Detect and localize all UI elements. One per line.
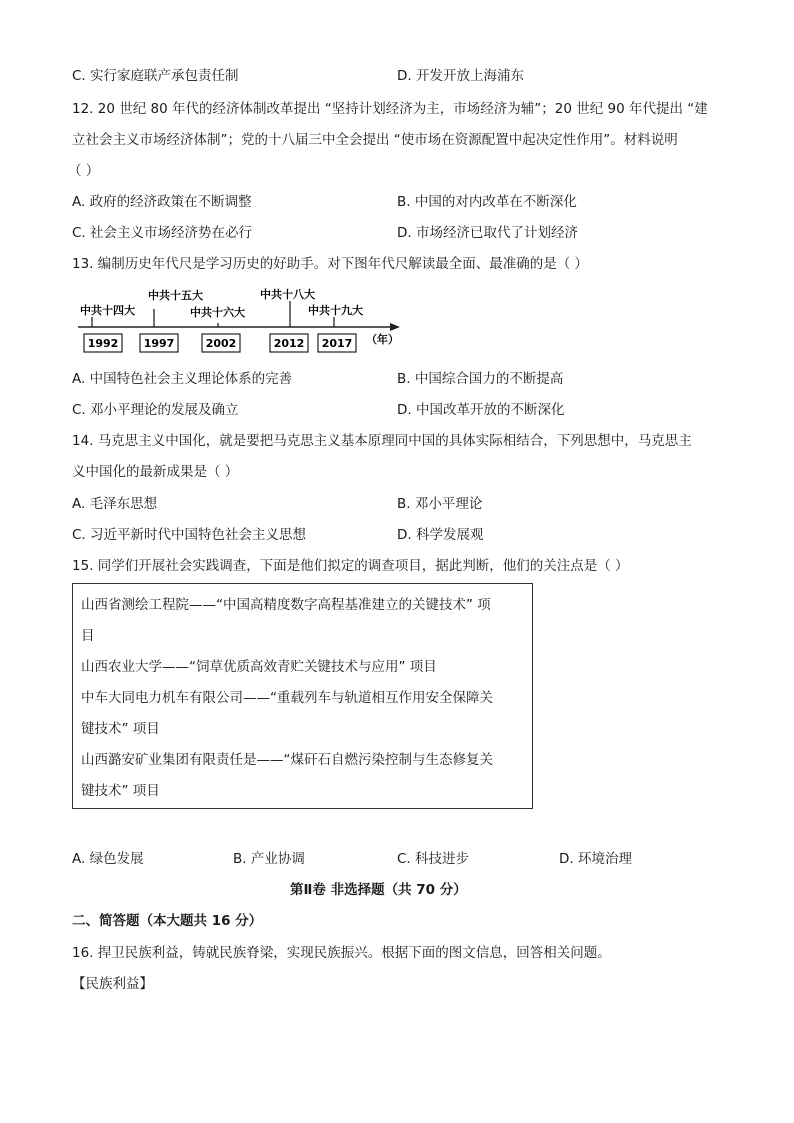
section-title: 二、简答题（本大题共 16 分） bbox=[72, 913, 263, 929]
year-1997: 1997 bbox=[143, 337, 175, 350]
q12-option-c: C. 社会主义市场经济势在必行 bbox=[72, 225, 253, 241]
q11-option-c: C. 实行家庭联产承包责任制 bbox=[72, 68, 239, 84]
q15-box-line: 键技术” 项目 bbox=[81, 721, 160, 737]
event-label-15th: 中共十五大 bbox=[148, 289, 203, 302]
q12-option-a: A. 政府的经济政策在不断调整 bbox=[72, 194, 252, 210]
timeline-unit: （年） bbox=[366, 333, 399, 346]
event-label-18th: 中共十八大 bbox=[260, 288, 315, 301]
q15-box-line: 山西潞安矿业集团有限责任是——“煤矸石自燃污染控制与生态修复关 bbox=[81, 752, 493, 768]
q13-stem: 13. 编制历史年代尺是学习历史的好助手。对下图年代尺解读最全面、最准确的是（ ） bbox=[72, 256, 589, 272]
q14-stem-line1: 14. 马克思主义中国化，就是要把马克思主义基本原理同中国的具体实际相结合，下列思想中，马克思主 bbox=[72, 433, 692, 449]
q15-box-line: 山西农业大学——“饲草优质高效青贮关键技术与应用” 项目 bbox=[81, 659, 437, 675]
q14-option-a: A. 毛泽东思想 bbox=[72, 496, 158, 512]
event-label-14th: 中共十四大 bbox=[80, 304, 135, 317]
q15-option-b: B. 产业协调 bbox=[233, 851, 305, 867]
q13-option-d: D. 中国改革开放的不断深化 bbox=[397, 402, 565, 418]
event-label-19th: 中共十九大 bbox=[308, 304, 363, 317]
q15-box-line: 目 bbox=[81, 628, 95, 644]
part2-title: 第Ⅱ卷 非选择题（共 70 分） bbox=[290, 882, 467, 898]
q14-stem-line2: 义中国化的最新成果是（ ） bbox=[72, 464, 239, 480]
q14-option-d: D. 科学发展观 bbox=[397, 527, 484, 543]
q13-option-c: C. 邓小平理论的发展及确立 bbox=[72, 402, 239, 418]
q12-stem-line2: 立社会主义市场经济体制”；党的十八届三中全会提出 “使市场在资源配置中起决定性作用”。材料说明 bbox=[72, 132, 678, 148]
q15-material-box bbox=[72, 583, 533, 809]
q15-box-line: 中车大同电力机车有限公司——“重载列车与轨道相互作用安全保障关 bbox=[81, 690, 493, 706]
q16-subheading: 【民族利益】 bbox=[72, 976, 153, 992]
timeline-figure bbox=[70, 283, 410, 358]
q15-option-a: A. 绿色发展 bbox=[72, 851, 144, 867]
q13-option-b: B. 中国综合国力的不断提高 bbox=[397, 371, 564, 387]
q12-answer-blank: （ ） bbox=[68, 163, 100, 179]
year-1992: 1992 bbox=[87, 337, 119, 350]
q15-stem: 15. 同学们开展社会实践调查，下面是他们拟定的调查项目，据此判断，他们的关注点是（ ） bbox=[72, 558, 629, 574]
q15-box-line: 键技术” 项目 bbox=[81, 783, 160, 799]
q13-option-a: A. 中国特色社会主义理论体系的完善 bbox=[72, 371, 293, 387]
q16-stem: 16. 捍卫民族利益，铸就民族脊梁，实现民族振兴。根据下面的图文信息，回答相关问题。 bbox=[72, 945, 611, 961]
event-label-16th: 中共十六大 bbox=[190, 306, 245, 319]
q11-option-d: D. 开发开放上海浦东 bbox=[397, 68, 524, 84]
q14-option-b: B. 邓小平理论 bbox=[397, 496, 483, 512]
year-2002: 2002 bbox=[205, 337, 237, 350]
q14-option-c: C. 习近平新时代中国特色社会主义思想 bbox=[72, 527, 307, 543]
q12-option-d: D. 市场经济已取代了计划经济 bbox=[397, 225, 578, 241]
year-2012: 2012 bbox=[273, 337, 305, 350]
q15-box-line: 山西省测绘工程院——“中国高精度数字高程基准建立的关键技术” 项 bbox=[81, 597, 491, 613]
year-2017: 2017 bbox=[321, 337, 353, 350]
q12-stem-line1: 12. 20 世纪 80 年代的经济体制改革提出 “坚持计划经济为主，市场经济为辅”；20 世纪 90 年代提出 “建 bbox=[72, 101, 708, 117]
q15-option-d: D. 环境治理 bbox=[559, 851, 632, 867]
q12-option-b: B. 中国的对内改革在不断深化 bbox=[397, 194, 577, 210]
q15-option-c: C. 科技进步 bbox=[397, 851, 470, 867]
